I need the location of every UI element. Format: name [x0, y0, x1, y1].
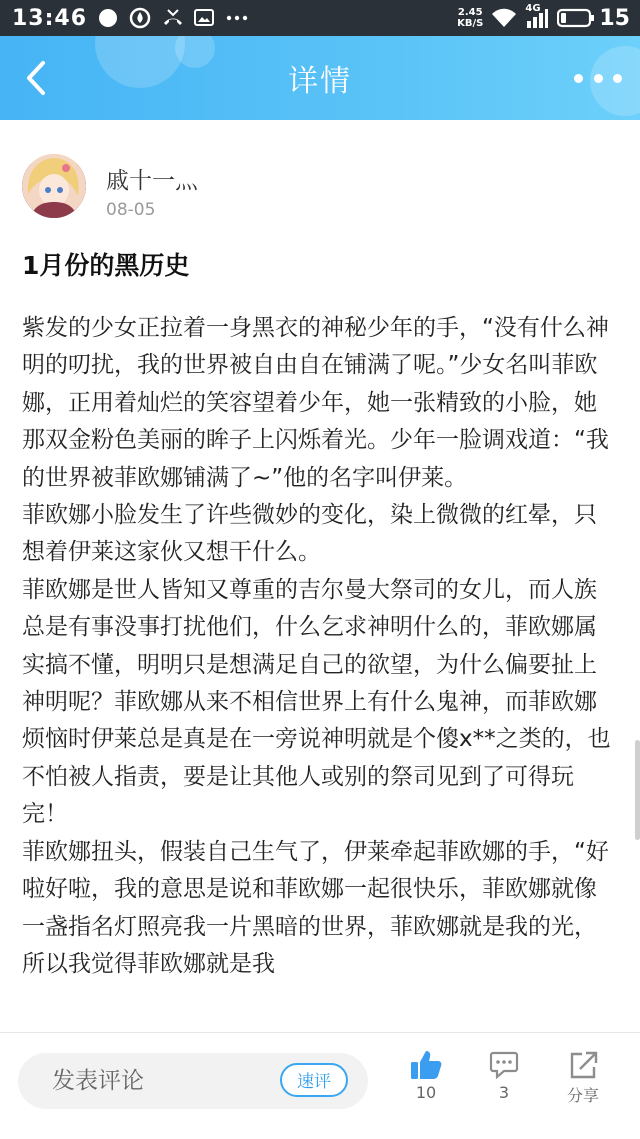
author-info	[22, 154, 622, 224]
scrollbar[interactable]	[635, 740, 640, 840]
share-label: 分享	[566, 1086, 599, 1105]
cell-signal	[525, 3, 549, 29]
more-options-button[interactable]	[574, 62, 622, 94]
comment-bubble-icon	[489, 1049, 519, 1081]
image-message-icon	[193, 7, 215, 29]
more-dot-icon	[594, 74, 603, 83]
status-time: 13:46	[12, 5, 88, 31]
share-button[interactable]	[551, 1049, 615, 1123]
comment-placeholder: 发表评论	[52, 1068, 144, 1094]
more-dot-icon	[613, 74, 622, 83]
like-count: 10	[415, 1083, 437, 1102]
status-bar	[0, 0, 640, 36]
post-paragraph: 菲欧娜扭头，假装自己生气了，伊莱牵起菲欧娜的手，“好啦好啦，我的意思是说和菲欧娜一起很快乐，菲欧娜就像一盏指名灯照亮我一片黑暗的世界，菲欧娜就是我的光，所以我觉得菲欧娜就是我	[22, 838, 609, 977]
battery-icon	[557, 8, 595, 28]
quick-comment-button[interactable]: 速评	[280, 1063, 348, 1097]
more-dot-icon	[574, 74, 583, 83]
battery-indicator	[557, 6, 630, 31]
network-speed-value: 2.45	[457, 7, 483, 18]
notification-bubble-icon	[97, 7, 119, 29]
comment-count: 3	[498, 1083, 510, 1102]
avatar[interactable]	[22, 154, 86, 218]
post-paragraph: 菲欧娜是世人皆知又尊重的吉尔曼大祭司的女儿，而人族总是有事没事打扰他们，什么乞求神明什么的，菲欧娜属实搞不懂，明明只是想满足自己的欲望，为什么偏要扯上神明呢？菲欧娜从来不相信世界上有什么鬼神，而菲欧娜烦恼时伊莱总是真是在一旁说神明就是个傻x**之类的，也不怕被人指责，要是让其他人或别的祭司见到了可得玩完！	[22, 576, 611, 828]
cell-label: 4G	[525, 3, 541, 14]
post-paragraph: 菲欧娜小脸发生了许些微妙的变化，染上微微的红晕，只想着伊莱这家伙又想干什么。	[22, 502, 597, 566]
author-name[interactable]: 戚十一灬	[106, 168, 198, 194]
app-header	[0, 36, 640, 120]
drop-app-icon	[129, 7, 151, 29]
network-speed	[457, 7, 483, 29]
post-paragraph: 紫发的少女正拉着一身黑衣的神秘少年的手，“没有什么神明的叨扰，我的世界被自由自在铺满了呢。”少女名叫菲欧娜，正用着灿烂的笑容望着少年，她一张精致的小脸，她那双金粉色美丽的眸子上闪烁着光。少年一脸调戏道：“我的世界被菲欧娜铺满了~”他的名字叫伊莱。	[22, 315, 609, 491]
more-notifications-icon	[225, 7, 247, 29]
post-title: 1月份的黑历史	[22, 251, 190, 280]
like-button[interactable]	[394, 1049, 458, 1123]
missed-call-icon	[161, 7, 183, 29]
bottom-action-bar	[0, 1032, 640, 1139]
network-speed-unit: KB/S	[457, 18, 484, 29]
comment-button[interactable]	[472, 1049, 536, 1123]
wifi-icon	[491, 7, 517, 29]
comment-input[interactable]	[18, 1053, 368, 1109]
post-body	[22, 310, 618, 1030]
post-date: 08-05	[106, 200, 156, 220]
page-title: 详情	[288, 64, 352, 99]
thumbs-up-icon	[409, 1049, 443, 1081]
share-icon	[568, 1049, 598, 1081]
battery-level: 15	[599, 5, 630, 31]
